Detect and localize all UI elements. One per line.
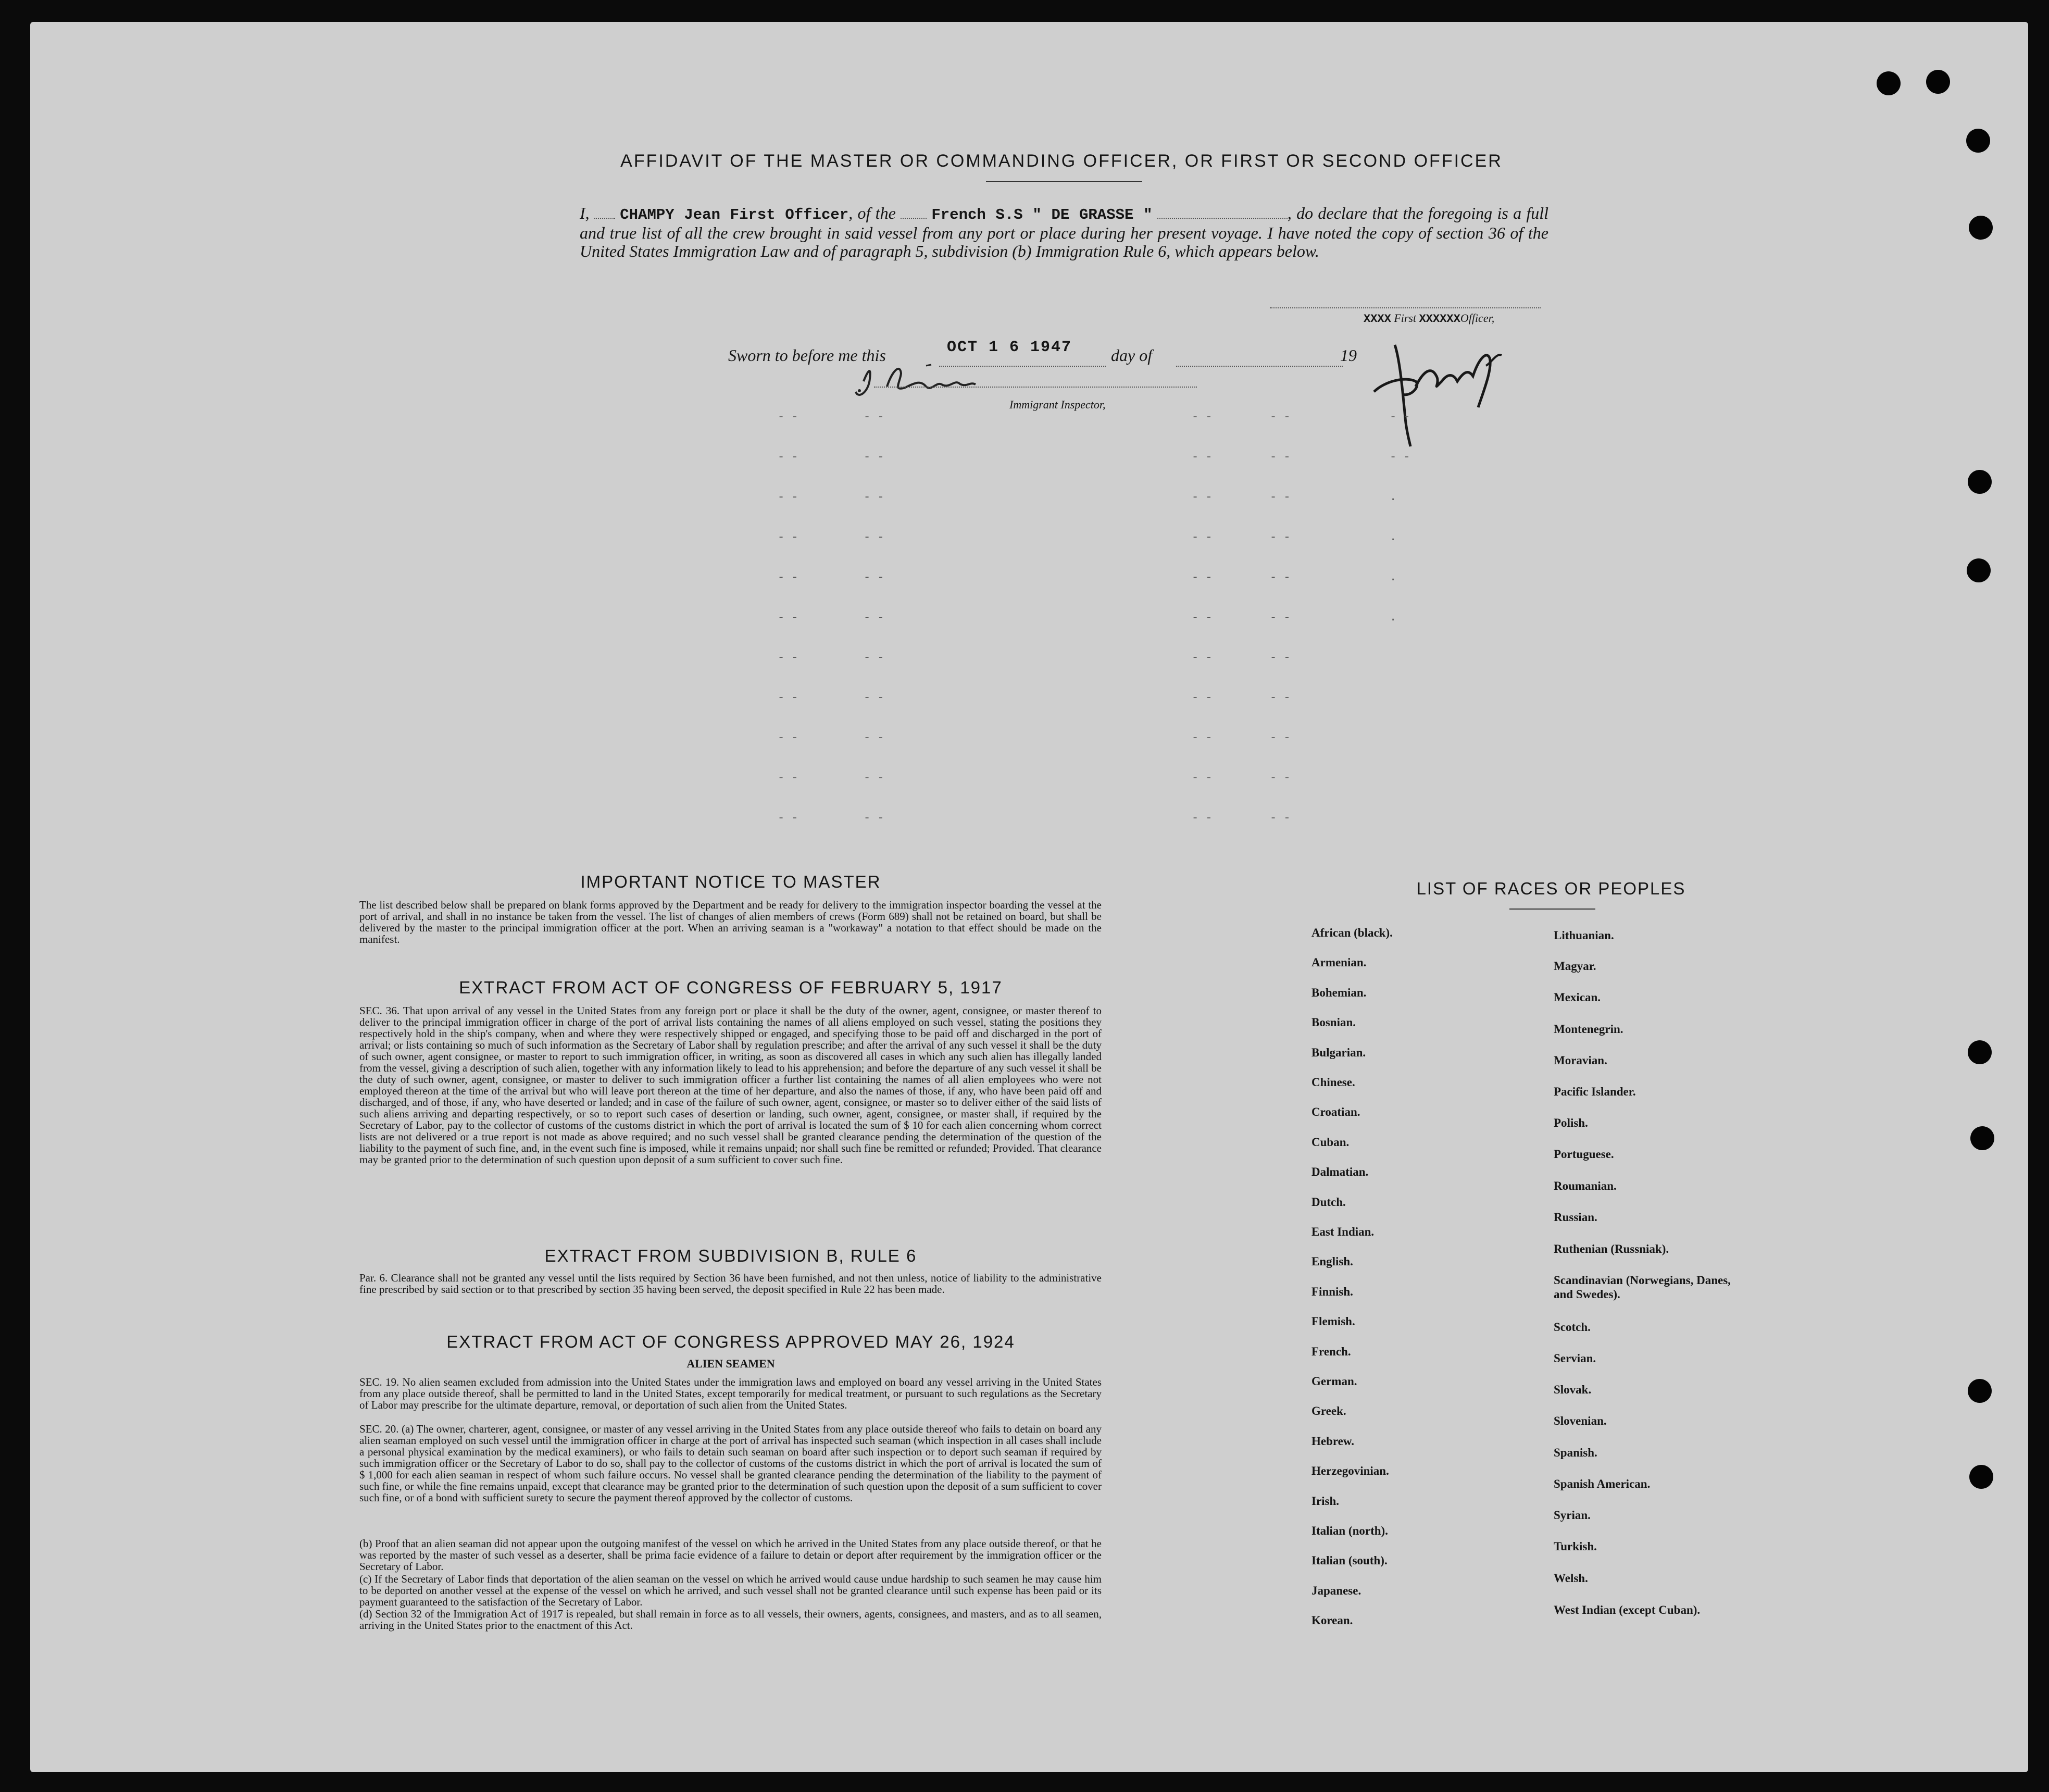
race-entry: Dutch. <box>1311 1195 1346 1209</box>
race-entry: Croatian. <box>1311 1105 1360 1119</box>
form-tick-marks: - - - - - - - - - - - - - - - - - - - - - - <box>1270 410 1291 825</box>
race-entry: Bosnian. <box>1311 1016 1356 1029</box>
races-title-underline <box>1509 909 1595 910</box>
document-sheet <box>30 22 2028 1772</box>
race-entry: Portuguese. <box>1554 1148 1614 1161</box>
act-1924-title: EXTRACT FROM ACT OF CONGRESS APPROVED MAY 26, 1924 <box>446 1332 1015 1351</box>
races-title: LIST OF RACES OR PEOPLES <box>1416 879 1686 898</box>
notice-title: IMPORTANT NOTICE TO MASTER <box>580 872 881 891</box>
officer-signature <box>1353 329 1525 449</box>
struck-text: XXXX <box>1364 313 1391 326</box>
race-entry: Irish. <box>1311 1494 1340 1508</box>
race-entry: Lithuanian. <box>1554 929 1614 942</box>
act-1924-sec20d: (d) Section 32 of the Immigration Act of 1917 is repealed, but shall remain in force as to all vessels, their owners, agents, consignees, and masters, and as to all seamen, arriving in the United States prior to the enactment of this Act. <box>359 1608 1102 1632</box>
race-entry: Syrian. <box>1554 1509 1591 1522</box>
rule-6-title: EXTRACT FROM SUBDIVISION B, RULE 6 <box>544 1246 917 1265</box>
rule-6-text: Par. 6. Clearance shall not be granted any vessel until the lists required by Section 36 have been furnished, and not then unless, notice of liability to the administrative fine prescribed by said section or to that prescribed by section 35 having been served, the deposit specified in Rule 22 has been made. <box>359 1272 1102 1296</box>
act-1917-title: EXTRACT FROM ACT OF CONGRESS OF FEBRUARY 5, 1917 <box>459 978 1003 997</box>
officer-caption-mid: First <box>1394 312 1417 325</box>
race-entry: Pacific Islander. <box>1554 1085 1636 1098</box>
binder-hole <box>1968 470 1992 494</box>
officer-caption <box>1364 312 1494 326</box>
race-entry: Flemish. <box>1311 1315 1355 1328</box>
act-1917-text: SEC. 36. That upon arrival of any vessel in the United States from any foreign port or place it shall be the duty of the owner, agent, consignee, or master thereof to deliver to the principal immigration officer in charge of the port of arrival lists containing the names of all aliens employed on such vessel, stating the positions they respectively hold in the ship's company, when and where they were respectively shipped or engaged, and specifying those to be paid off and discharged in the port of arrival; or lists containing so much of such information as the Secretary of Labor shall by regulation prescribe; and after the arrival of any such vessel it shall be the duty of such owner, agent consignee, or master to report to such immigration officer, in writing, as soon as discovered all cases in which any such alien has illegally landed from the vessel, giving a description of such alien, together with any information likely to lead to his apprehension; and before the departure of any such vessel it shall be the duty of such owner, agent, consignee, or master to deliver to such immigration officer a further list containing the names of all alien employees who were not employed thereon at the time of the arrival but who will leave port thereon at the time of her departure, and also the names of those, if any, who have been paid off and discharged, and of those, if any, who have deserted or landed; and in case of the failure of such owner, agent, consignee, or master so to deliver either of the said lists of such aliens arriving and departing respectively, or so to report such cases of desertion or landing, such owner, agent, consignee, or master shall, if required by the Secretary of Labor, pay to the collector of customs of the customs district in which the port of arrival is located the sum of $ 10 for each alien concerning whom correct lists are not delivered or a true report is not made as above required; and no such vessel shall be granted clearance pending the determination of the question of the liability to the payment of such fine, and, in the event such fine is imposed, while it remains unpaid; nor shall such fine be remitted or refunded; Provided. That clearance may be granted prior to the determination of such question upon deposit of a sum sufficient to cover such fine. <box>359 1004 1102 1166</box>
binder-hole <box>1968 1379 1992 1403</box>
race-entry: Roumanian. <box>1554 1179 1617 1192</box>
binder-hole <box>1966 129 1990 153</box>
binder-hole <box>1926 70 1950 94</box>
form-tick-marks: - - - - - - - - - - - - - - - - - - - - - - <box>864 410 884 825</box>
race-entry: Scotch. <box>1554 1321 1591 1334</box>
race-entry: Slovenian. <box>1554 1414 1607 1427</box>
act-1924-sec19: SEC. 19. No alien seamen excluded from admission into the United States under the immigration laws and employed on board any vessel arriving in the United States from any place outside thereof, shall be permitted to land in the United States, except temporarily for medical treatment, or pursuant to such regulations as the Secretary of Labor may prescribe for the ultimate departure, removal, or deportation of such alien from the United States. <box>359 1376 1102 1411</box>
binder-hole <box>1970 1126 1994 1150</box>
race-entry: Montenegrin. <box>1554 1023 1623 1036</box>
binder-hole <box>1967 558 1991 582</box>
year-prefix: 19 <box>1340 346 1357 365</box>
race-entry: Italian (south). <box>1311 1554 1388 1567</box>
binder-hole <box>1877 71 1901 95</box>
form-tick-marks: - - - - - - - - - - - - - - - - - - - - - - <box>1192 410 1213 825</box>
sworn-date-stamp: OCT 1 6 1947 <box>947 339 1072 356</box>
race-entry: Italian (north). <box>1311 1524 1388 1537</box>
act-1924-subtitle: ALIEN SEAMEN <box>686 1357 775 1370</box>
race-entry: Spanish American. <box>1554 1477 1651 1490</box>
inspector-signature-line <box>874 387 1197 388</box>
race-entry: East Indian. <box>1311 1225 1375 1238</box>
act-1924-sec20a: SEC. 20. (a) The owner, charterer, agent, consignee, or master of any vessel arriving in the United States from any place outside thereof who fails to detain on board any alien seaman employed on such vessel until the immigration officer in charge at the port of arrival has inspected such seaman (which inspection in all cases shall include a personal physical examination by the medical examiners), or who fails to detain such seaman on board after such inspection or to deport such seaman if required by such immigration officer or the Secretary of Labor to do so, shall pay to the collector of customs of the customs district in which the port of arrival is located the sum of $ 1,000 for each alien seaman in respect of whom such failure occurs. No vessel shall be granted clearance pending the determination of the liability to the payment of such fine, or while the fine remains unpaid, except that clearance may be granted prior to the determination of such question upon the deposit of a sum sufficient to cover such fine, or of a bond with sufficient surety to secure the payment thereof approved by the collector of customs. <box>359 1423 1102 1504</box>
race-entry: Finnish. <box>1311 1285 1353 1298</box>
sworn-text: Sworn to before me this <box>728 346 886 365</box>
race-entry: Bulgarian. <box>1311 1046 1366 1059</box>
race-entry: Cuban. <box>1311 1135 1350 1149</box>
race-entry: Ruthenian (Russniak). <box>1554 1242 1669 1255</box>
race-entry: Scandinavian (Norwegians, Danes, and Swedes). <box>1554 1274 1731 1301</box>
declaration-of-the: , of the <box>848 204 896 222</box>
race-entry: Spanish. <box>1554 1446 1597 1459</box>
declaration-text <box>580 204 1548 260</box>
struck-text-2: XXXXXX <box>1419 313 1460 326</box>
race-entry: Japanese. <box>1311 1584 1361 1597</box>
race-entry: Servian. <box>1554 1352 1596 1365</box>
race-entry: Slovak. <box>1554 1383 1592 1396</box>
race-entry: Herzegovinian. <box>1311 1464 1389 1478</box>
race-entry: Moravian. <box>1554 1054 1607 1067</box>
affidavit-title: AFFIDAVIT OF THE MASTER OR COMMANDING OFFICER, OR FIRST OR SECOND OFFICER <box>620 151 1503 171</box>
race-entry: African (black). <box>1311 926 1393 939</box>
race-entry: English. <box>1311 1255 1353 1268</box>
officer-signature-line <box>1270 307 1541 308</box>
year-line <box>1176 366 1343 367</box>
race-entry: Polish. <box>1554 1116 1588 1129</box>
binder-hole <box>1969 216 1993 240</box>
race-entry: Mexican. <box>1554 991 1601 1004</box>
race-entry: Greek. <box>1311 1404 1346 1418</box>
race-entry: West Indian (except Cuban). <box>1554 1603 1701 1616</box>
officer-name-typed: CHAMPY Jean First Officer <box>620 206 849 223</box>
race-entry: Hebrew. <box>1311 1434 1354 1448</box>
race-entry: Armenian. <box>1311 956 1367 969</box>
form-tick-marks: - - - - - - - - - - - - - - - - - - - - - - <box>778 410 798 825</box>
declaration-body: that the foregoing is a full and true list of all the crew brought in said vessel from any port or place during her present voyage. I have noted the copy of section 36 of the United States Immigration Law and of paragraph 5, subdivision (b) Immigration Rule 6, which appears below. <box>580 204 1549 260</box>
declaration-do-declare: , do declare <box>1287 204 1368 222</box>
notice-text: The list described below shall be prepared on blank forms approved by the Department and be ready for delivery to the immigration inspector boarding the vessel at the port of arrival, and shall in no instance be taken from the vessel. The list of changes of alien members of crews (Form 689) shall not be retained on board, but shall be delivered by the master to the principal immigration officer at the port. When an arriving seaman is a "workaway" a notation to that effect should be made on the manifest. <box>359 899 1102 945</box>
race-entry: Bohemian. <box>1311 986 1367 999</box>
race-entry: French. <box>1311 1345 1351 1358</box>
race-entry: German. <box>1311 1375 1357 1388</box>
vessel-name-typed: French S.S " DE GRASSE " <box>931 206 1153 223</box>
race-entry: Magyar. <box>1554 960 1596 973</box>
binder-hole <box>1968 1040 1992 1064</box>
act-1924-sec20b: (b) Proof that an alien seaman did not appear upon the outgoing manifest of the vessel on which he arrived in the United States from any place outside thereof, or that he was reported by the master of such vessel as a deserter, shall be prima facie evidence of a failure to detain or deport after requirement by the immigration officer or the Secretary of Labor. <box>359 1537 1102 1573</box>
declaration-i: I, <box>580 204 590 222</box>
form-tick-marks: - - - - . . . . <box>1390 410 1410 624</box>
race-entry: Korean. <box>1311 1614 1353 1627</box>
act-1924-sec20c: (c) If the Secretary of Labor finds that deportation of the alien seaman on the vessel on which he arrived would cause undue hardship to such seamen he may cause him to be deported on another vessel at the expense of the vessel on which he arrived, and such vessel shall not be granted clearance until such expense has been paid or its payment guaranteed to the satisfaction of the Secretary of Labor. <box>359 1573 1102 1608</box>
race-entry: Chinese. <box>1311 1076 1355 1089</box>
race-entry: Russian. <box>1554 1211 1597 1224</box>
officer-caption-end: Officer, <box>1460 312 1495 325</box>
race-entry: Dalmatian. <box>1311 1165 1369 1179</box>
binder-hole <box>1969 1465 1993 1489</box>
inspector-caption: Immigrant Inspector, <box>1009 398 1106 411</box>
title-underline <box>986 181 1142 182</box>
day-of-text: day of <box>1111 346 1153 365</box>
race-entry: Welsh. <box>1554 1572 1588 1585</box>
race-entry: Turkish. <box>1554 1540 1597 1553</box>
